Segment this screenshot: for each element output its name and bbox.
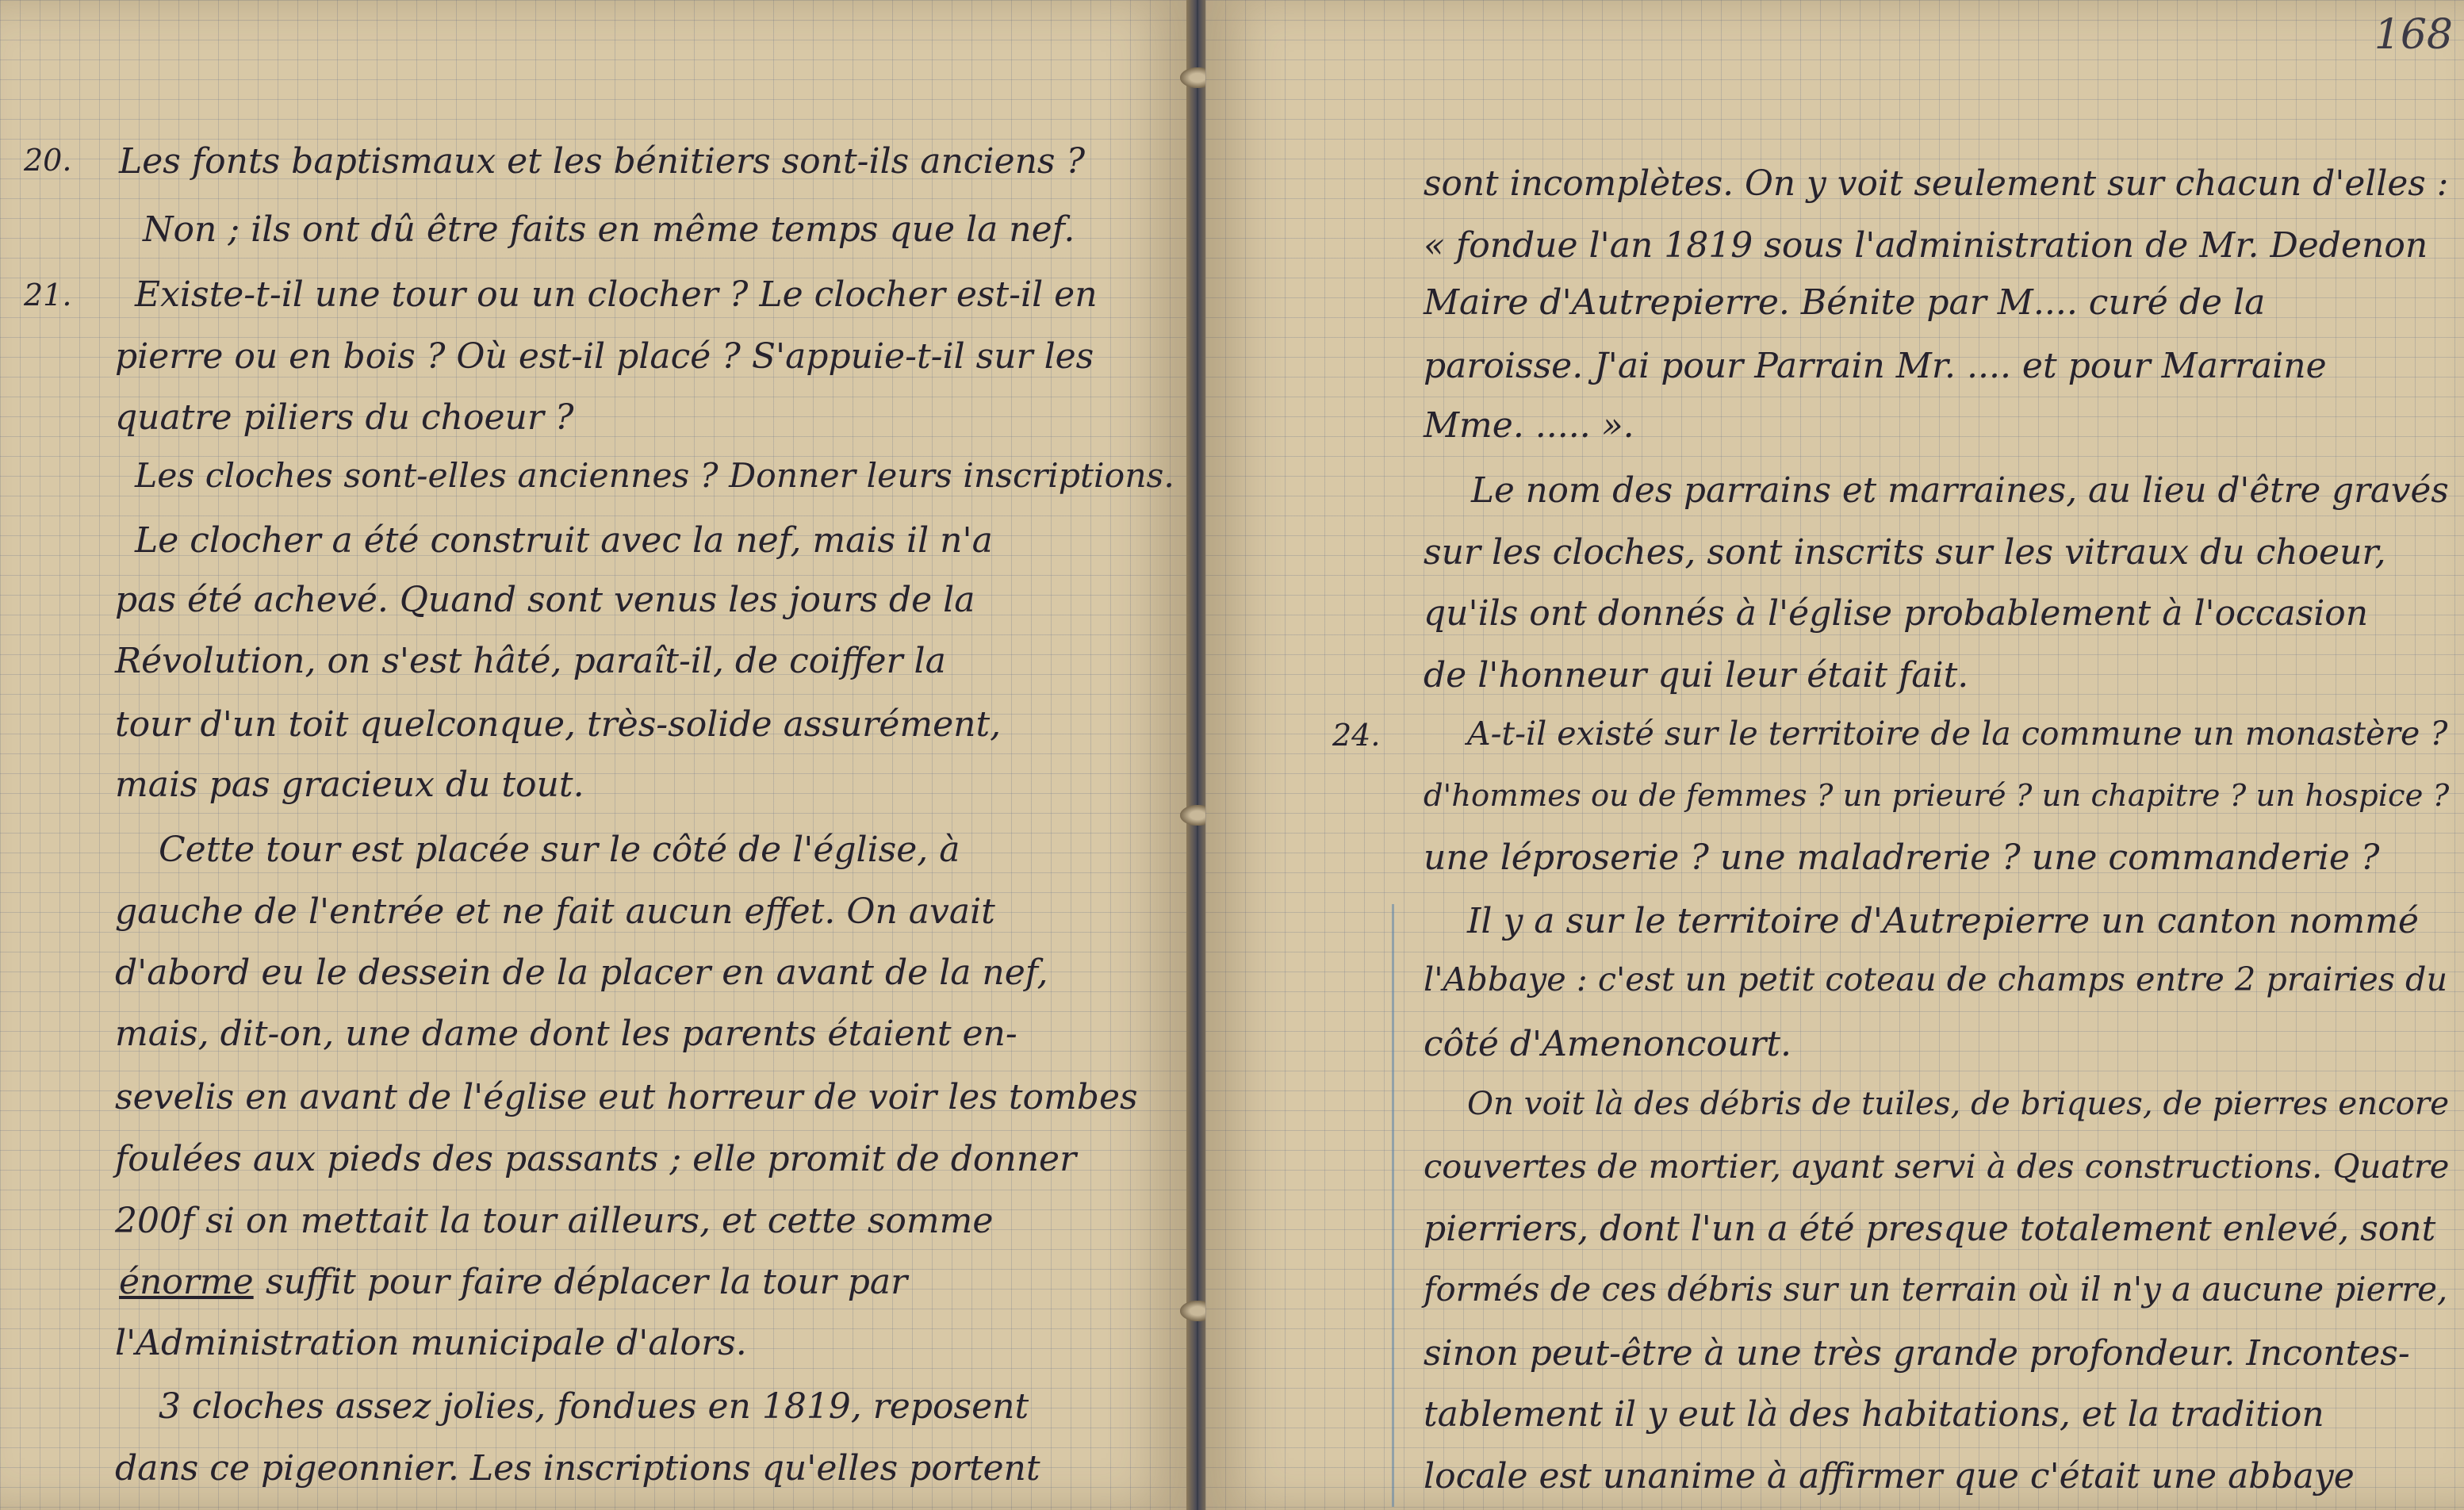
question-number-21: 21. (24, 278, 72, 312)
underlined-word: énorme (119, 1262, 254, 1302)
handwritten-line: mais pas gracieux du tout. (115, 765, 584, 805)
handwritten-line: sevelis en avant de l'église eut horreur de voir les tombes (115, 1077, 1138, 1117)
handwritten-line: pierre ou en bois ? Où est-il placé ? S'appuie-t-il sur les (115, 336, 1094, 377)
handwritten-line: dans ce pigeonnier. Les inscriptions qu'elles portent (115, 1448, 1040, 1489)
handwritten-line: Les cloches sont-elles anciennes ? Donner leurs inscriptions. (135, 457, 1175, 496)
handwritten-line: Les fonts baptismaux et les bénitiers sont-ils anciens ? (119, 141, 1086, 182)
handwritten-line: une léproserie ? une maladrerie ? une commanderie ? (1424, 837, 2380, 878)
handwritten-line: foulées aux pieds des passants ; elle promit de donner (115, 1139, 1077, 1179)
handwritten-line: Existe-t-il une tour ou un clocher ? Le clocher est-il en (135, 274, 1098, 315)
handwritten-line: qu'ils ont donnés à l'église probablement à l'occasion (1424, 593, 2369, 634)
handwritten-line: quatre piliers du choeur ? (115, 397, 574, 438)
handwritten-line: sont incomplètes. On y voit seulement sur chacun d'elles : (1424, 163, 2449, 204)
handwritten-line: pas été achevé. Quand sont venus les jours de la (115, 580, 975, 620)
left-page (0, 0, 1190, 1510)
handwritten-line: d'abord eu le dessein de la placer en avant de la nef, (115, 952, 1048, 993)
right-page (1205, 0, 2464, 1510)
page-number: 168 (2374, 11, 2453, 59)
handwritten-line: Cette tour est placée sur le côté de l'église, à (159, 830, 960, 870)
handwritten-line: 3 cloches assez jolies, fondues en 1819, reposent (159, 1386, 1029, 1427)
handwritten-line: formés de ces débris sur un terrain où il n'y a aucune pierre, (1424, 1270, 2448, 1309)
handwritten-line: Révolution, on s'est hâté, paraît-il, de coiffer la (115, 641, 946, 681)
handwritten-line: paroisse. J'ai pour Parrain Mr. .... et pour Marraine (1424, 346, 2327, 386)
handwritten-line: On voit là des débris de tuiles, de briques, de pierres encore (1467, 1085, 2450, 1122)
handwritten-line: gauche de l'entrée et ne fait aucun effet. On avait (115, 891, 995, 932)
handwritten-line: Maire d'Autrepierre. Bénite par M.... curé de la (1424, 282, 2266, 323)
margin-rule (1392, 904, 1394, 1507)
handwritten-line: mais, dit-on, une dame dont les parents étaient en- (115, 1014, 1017, 1054)
handwritten-line: sur les cloches, sont inscrits sur les vitraux du choeur, (1424, 532, 2386, 573)
handwritten-line: Il y a sur le territoire d'Autrepierre un canton nommé (1467, 901, 2419, 941)
question-number-20: 20. (24, 143, 72, 178)
handwritten-line: suffit pour faire déplacer la tour par (266, 1262, 908, 1302)
handwritten-line: Non ; ils ont dû être faits en même temps que la nef. (143, 209, 1075, 250)
handwritten-line: côté d'Amenoncourt. (1424, 1024, 1791, 1064)
handwritten-line: 200f si on mettait la tour ailleurs, et cette somme (115, 1201, 994, 1241)
handwritten-line: pierriers, dont l'un a été presque totalement enlevé, sont (1424, 1209, 2436, 1249)
handwritten-line: tablement il y eut là des habitations, et la tradition (1424, 1394, 2324, 1435)
handwritten-line: d'hommes ou de femmes ? un prieuré ? un chapitre ? un hospice ? (1424, 778, 2450, 814)
handwritten-line: couvertes de mortier, ayant servi à des constructions. Quatre (1424, 1147, 2450, 1186)
handwritten-line: « fondue l'an 1819 sous l'administration de Mr. Dedenon (1424, 225, 2428, 266)
handwritten-line: sinon peut-être à une très grande profondeur. Incontes- (1424, 1333, 2410, 1374)
handwritten-line: l'Abbaye : c'est un petit coteau de champs entre 2 prairies du (1424, 960, 2448, 998)
handwritten-line: tour d'un toit quelconque, très-solide assurément, (115, 704, 1002, 745)
handwritten-line: Le nom des parrains et marraines, au lieu d'être gravés (1471, 471, 2449, 511)
question-number-24: 24. (1332, 718, 1381, 753)
handwritten-line: Le clocher a été construit avec la nef, mais il n'a (135, 520, 993, 561)
handwritten-line: A-t-il existé sur le territoire de la commune un monastère ? (1467, 715, 2448, 753)
handwritten-line: Mme. ..... ». (1424, 405, 1634, 446)
handwritten-line: de l'honneur qui leur était fait. (1424, 655, 1969, 696)
handwritten-line: l'Administration municipale d'alors. (115, 1323, 747, 1363)
handwritten-line: locale est unanime à affirmer que c'était une abbaye (1424, 1456, 2355, 1497)
